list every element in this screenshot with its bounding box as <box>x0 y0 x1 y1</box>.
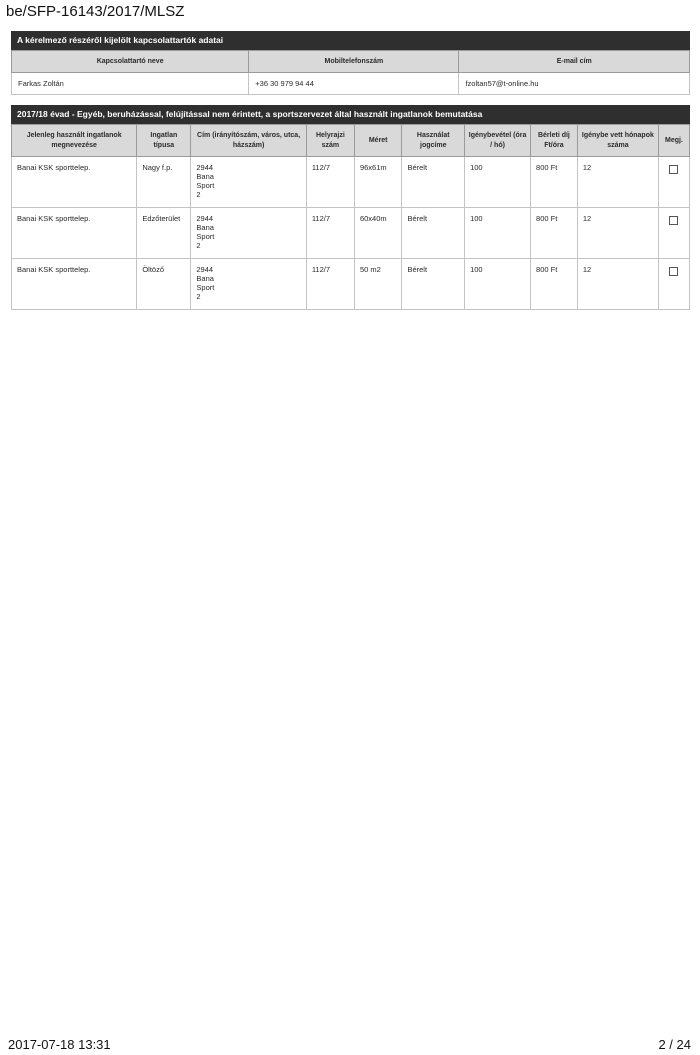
address-line: 2944 <box>196 214 214 223</box>
column-header: Helyrajzi szám <box>306 125 354 157</box>
property-hours: 100 <box>465 208 531 259</box>
note-checkbox[interactable] <box>669 267 678 276</box>
contacts-section <box>11 31 690 95</box>
property-name: Banai KSK sporttelep. <box>12 208 137 259</box>
contacts-table <box>11 50 690 95</box>
property-size: 50 m2 <box>354 259 401 310</box>
document-id: be/SFP-16143/2017/MLSZ <box>6 3 185 20</box>
contacts-section-title: A kérelmező részéről kijelölt kapcsolattartók adatai <box>11 31 690 50</box>
address-line: Sport <box>196 232 215 241</box>
property-months: 12 <box>577 259 658 310</box>
column-header: Bérleti díj Ft/óra <box>531 125 578 157</box>
note-cell <box>658 208 689 259</box>
column-header: E-mail cím <box>459 51 690 73</box>
property-row <box>12 208 690 259</box>
properties-section <box>11 105 690 310</box>
page-number: 2 / 24 <box>658 1037 691 1052</box>
property-row <box>12 259 690 310</box>
column-header: Méret <box>354 125 401 157</box>
property-months: 12 <box>577 208 658 259</box>
property-hrsz: 112/7 <box>306 208 354 259</box>
property-type: Edzőterület <box>137 208 191 259</box>
property-address <box>191 208 306 259</box>
property-type: Öltöző <box>137 259 191 310</box>
print-datetime: 2017-07-18 13:31 <box>8 1037 111 1052</box>
contact-name: Farkas Zoltán <box>12 73 249 95</box>
property-size: 60x40m <box>354 208 401 259</box>
properties-header-row <box>12 125 690 157</box>
contact-row <box>12 73 690 95</box>
address-line: 2944 <box>196 163 214 172</box>
property-type: Nagy f.p. <box>137 157 191 208</box>
address-line: 2 <box>196 241 201 250</box>
address-line: Sport <box>196 283 215 292</box>
column-header: Igénybe vett hónapok száma <box>577 125 658 157</box>
column-header: Ingatlan típusa <box>137 125 191 157</box>
property-hrsz: 112/7 <box>306 259 354 310</box>
contacts-header-row <box>12 51 690 73</box>
address-line: 2 <box>196 190 201 199</box>
property-fee: 800 Ft <box>531 157 578 208</box>
address-line: Bana <box>196 223 214 232</box>
property-usage-title: Bérelt <box>402 259 465 310</box>
column-header: Cím (irányítószám, város, utca, házszám) <box>191 125 306 157</box>
contact-phone: +36 30 979 94 44 <box>249 73 459 95</box>
contact-email: fzoltan57@t-online.hu <box>459 73 690 95</box>
property-name: Banai KSK sporttelep. <box>12 157 137 208</box>
property-hours: 100 <box>465 157 531 208</box>
property-hrsz: 112/7 <box>306 157 354 208</box>
address-line: 2944 <box>196 265 214 274</box>
property-name: Banai KSK sporttelep. <box>12 259 137 310</box>
properties-table <box>11 124 690 310</box>
note-checkbox[interactable] <box>669 216 678 225</box>
property-size: 96x61m <box>354 157 401 208</box>
note-cell <box>658 157 689 208</box>
note-checkbox[interactable] <box>669 165 678 174</box>
note-cell <box>658 259 689 310</box>
column-header: Kapcsolattartó neve <box>12 51 249 73</box>
property-hours: 100 <box>465 259 531 310</box>
property-usage-title: Bérelt <box>402 157 465 208</box>
column-header: Megj. <box>658 125 689 157</box>
property-address <box>191 157 306 208</box>
property-usage-title: Bérelt <box>402 208 465 259</box>
address-line: 2 <box>196 292 201 301</box>
property-months: 12 <box>577 157 658 208</box>
properties-section-title: 2017/18 évad - Egyéb, beruházással, felújítással nem érintett, a sportszervezet által használt ingatlanok bemutatása <box>11 105 690 124</box>
address-line: Bana <box>196 274 214 283</box>
column-header: Igénybevétel (óra / hó) <box>465 125 531 157</box>
property-fee: 800 Ft <box>531 208 578 259</box>
property-address <box>191 259 306 310</box>
column-header: Használat jogcíme <box>402 125 465 157</box>
property-row <box>12 157 690 208</box>
column-header: Mobiltelefonszám <box>249 51 459 73</box>
column-header: Jelenleg használt ingatlanok megnevezése <box>12 125 137 157</box>
address-line: Bana <box>196 172 214 181</box>
property-fee: 800 Ft <box>531 259 578 310</box>
address-line: Sport <box>196 181 215 190</box>
